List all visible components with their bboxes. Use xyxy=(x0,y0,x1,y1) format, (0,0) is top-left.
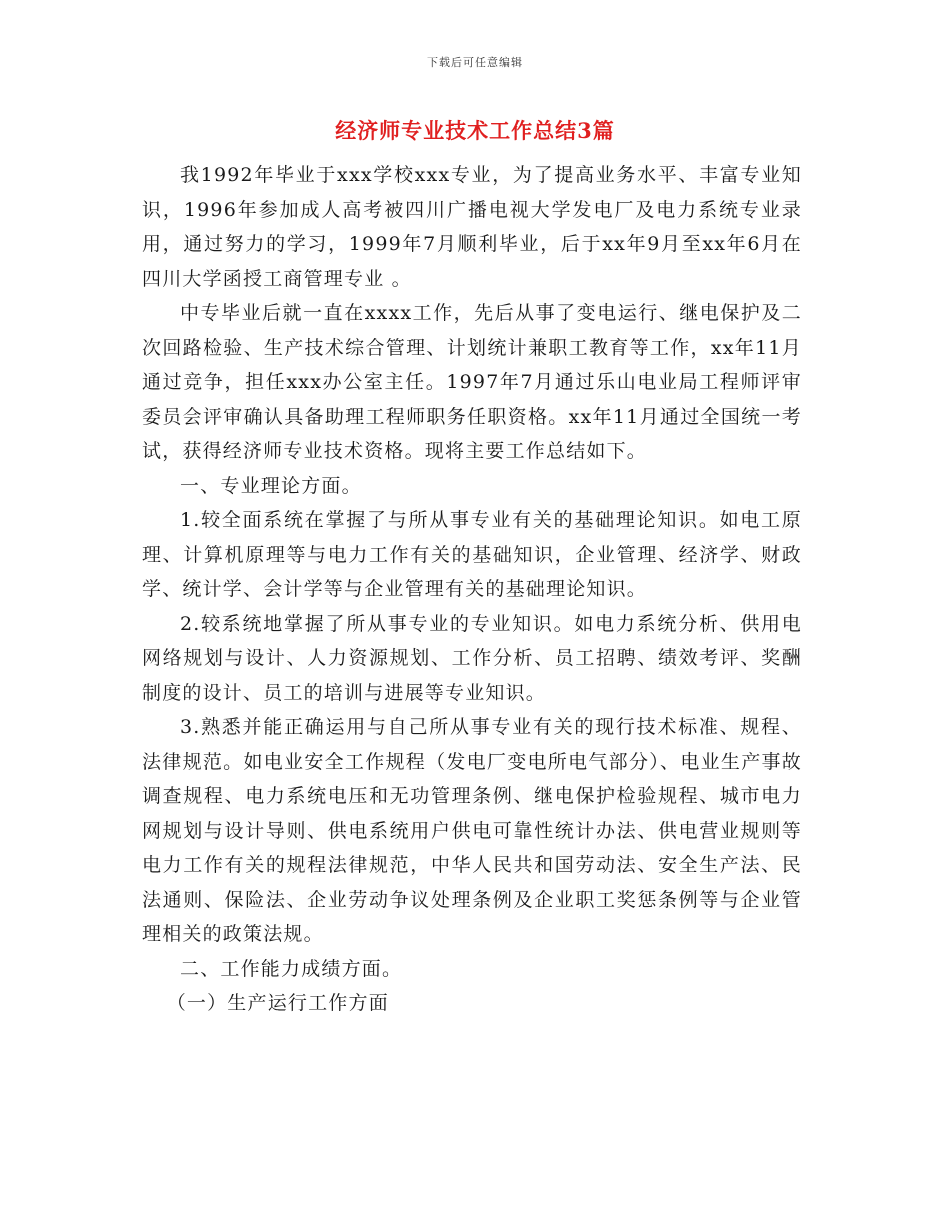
theory-item-3: 3.熟悉并能正确运用与自己所从事专业有关的现行技术标准、规程、法律规范。如电业安全工作规程（发电厂变电所电气部分）、电业生产事故调查规程、电力系统电压和无功管理条例、继电保护检验规程、城市电力网规划与设计导则、供电系统用户供电可靠性统计办法、供电营业规则等电力工作有关的规程法律规范，中华人民共和国劳动法、安全生产法、民法通则、保险法、企业劳动争议处理条例及企业职工奖惩条例等与企业管理相关的政策法规。 xyxy=(142,716,802,945)
theory-item-1: 1.较全面系统在掌握了与所从事专业有关的基础理论知识。如电工原理、计算机原理等与电力工作有关的基础知识，企业管理、经济学、财政学、统计学、会计学等与企业管理有关的基础理论知识。 xyxy=(142,509,802,600)
section-heading-ability: 二、工作能力成绩方面。 xyxy=(180,957,403,980)
document-title: 经济师专业技术工作总结3篇 xyxy=(335,118,615,143)
paragraph-work-history: 中专毕业后就一直在xxxx工作，先后从事了变电运行、继电保护及二次回路检验、生产技术综合管理、计划统计兼职工教育等工作，xx年11月通过竞争，担任xxx办公室主任。1997年7月通过乐山电业局工程师评审委员会评审确认具备助理工程师职务任职资格。xx年11月通过全国统一考试，获得经济师专业技术资格。现将主要工作总结如下。 xyxy=(142,302,802,462)
document-body xyxy=(142,158,802,1021)
section-heading-theory: 一、专业理论方面。 xyxy=(180,474,362,497)
header-note: 下载后可任意编辑 xyxy=(427,56,523,69)
subsection-heading-production: （一）生产运行工作方面 xyxy=(166,992,389,1014)
theory-item-2: 2.较系统地掌握了所从事专业的专业知识。如电力系统分析、供用电网络规划与设计、人力资源规划、工作分析、员工招聘、绩效考评、奖酬制度的设计、员工的培训与进展等专业知识。 xyxy=(142,612,802,704)
paragraph-education: 我1992年毕业于xxx学校xxx专业，为了提高业务水平、丰富专业知识，1996年参加成人高考被四川广播电视大学发电厂及电力系统专业录用，通过努力的学习，1999年7月顺利毕业，后于xx年9月至xx年6月在四川大学函授工商管理专业 。 xyxy=(142,164,802,290)
